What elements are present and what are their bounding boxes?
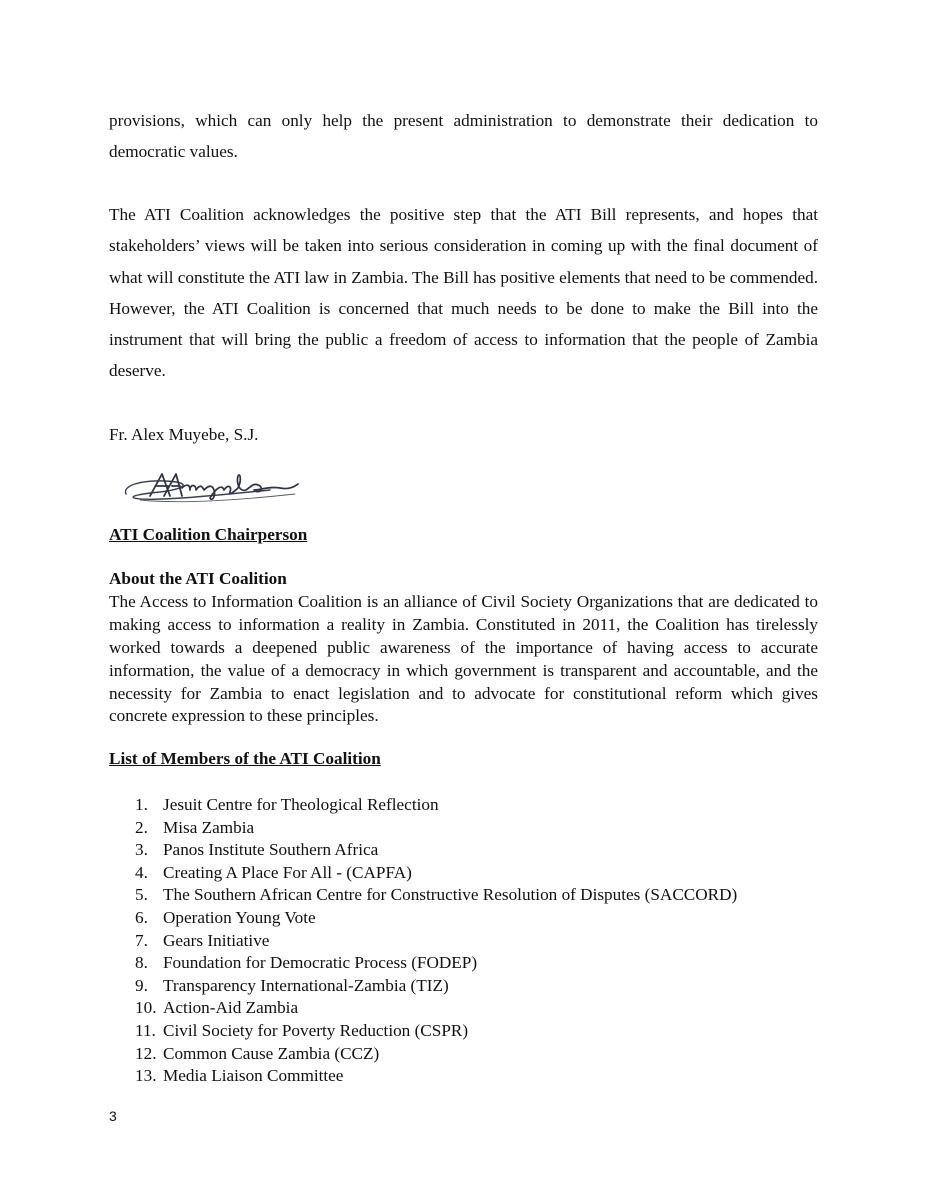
list-item-number: 1. (135, 795, 148, 814)
list-item-name: Creating A Place For All - (CAPFA) (163, 862, 412, 882)
paragraph-2-text: The ATI Coalition acknowledges the positive step that the ATI Bill represents, and hopes that stakeholders’ views will be taken into serious consideration in coming up with the final document of what will constitute the ATI law in Zambia. The Bill has positive elements that need to be commended. However, the ATI Coalition is concerned that much needs to be done to make the Bill into the instrument that will bring the public a freedom of access to information that the people of Zambia deserve. (109, 205, 818, 381)
list-item-number: 5. (135, 885, 148, 905)
list-item-number: 7. (135, 930, 148, 950)
members-list (109, 794, 818, 1088)
about-heading: About the ATI Coalition (109, 569, 287, 588)
list-item (109, 884, 818, 907)
list-item (109, 1020, 818, 1043)
list-item (109, 1065, 818, 1088)
list-item (109, 794, 818, 817)
list-item-name: Misa Zambia (163, 817, 255, 837)
list-item-name: The Southern African Centre for Constructive Resolution of Disputes (SACCORD) (163, 885, 738, 905)
signatory-name-text: Fr. Alex Muyebe, S.J. (109, 425, 259, 444)
list-item-number: 12. (135, 1043, 157, 1063)
list-item (109, 952, 818, 975)
paragraph-2 (109, 199, 818, 387)
signatory-title (109, 519, 818, 550)
list-item (109, 817, 818, 840)
signatory-name (109, 419, 818, 450)
page-number: 3 (109, 1108, 117, 1124)
list-item-name: Foundation for Democratic Process (FODEP) (163, 953, 478, 973)
paragraph-1-text: provisions, which can only help the present administration to demonstrate their dedication to democratic values. (109, 111, 818, 162)
list-item (109, 907, 818, 930)
list-item (109, 930, 818, 953)
list-item-name: Common Cause Zambia (CCZ) (163, 1043, 380, 1063)
list-item-name: Panos Institute Southern Africa (163, 840, 379, 860)
list-item-number: 8. (135, 953, 148, 973)
list-item (109, 997, 818, 1020)
signatory-title-text: ATI Coalition Chairperson (109, 525, 308, 544)
list-item-name: Operation Young Vote (163, 907, 316, 927)
about-body: The Access to Information Coalition is an alliance of Civil Society Organizations that are dedicated to making access to information a reality in Zambia. Constituted in 2011, the Coalition has tirelessly worked towards a deepened public awareness of the importance of having access to accurate information, the value of a democracy in which government is transparent and accountable, and the necessity for Zambia to enact legislation and to advocate for constitutional reform which gives concrete expression to these principles. (109, 591, 818, 726)
list-item-number: 6. (135, 907, 148, 927)
list-item-number: 9. (135, 975, 148, 995)
list-item-number: 11. (135, 1020, 156, 1040)
list-item (109, 975, 818, 998)
list-item (109, 862, 818, 885)
members-heading (109, 748, 818, 771)
list-item-name: Jesuit Centre for Theological Reflection (163, 795, 439, 814)
list-item (109, 839, 818, 862)
list-item-name: Gears Initiative (163, 930, 270, 950)
list-item-number: 4. (135, 862, 148, 882)
list-item-number: 13. (135, 1066, 157, 1086)
signature-image (120, 466, 305, 516)
list-item-number: 10. (135, 998, 157, 1018)
members-list-block (109, 794, 818, 1088)
members-heading-text: List of Members of the ATI Coalition (109, 749, 381, 768)
list-item-name: Civil Society for Poverty Reduction (CSPR) (163, 1020, 469, 1040)
list-item-number: 2. (135, 817, 148, 837)
list-item-name: Transparency International-Zambia (TIZ) (163, 975, 449, 995)
paragraph-1 (109, 105, 818, 168)
about-section (109, 568, 818, 728)
list-item-name: Media Liaison Committee (163, 1066, 344, 1086)
list-item-number: 3. (135, 840, 148, 860)
list-item-name: Action-Aid Zambia (163, 998, 299, 1018)
list-item (109, 1043, 818, 1066)
